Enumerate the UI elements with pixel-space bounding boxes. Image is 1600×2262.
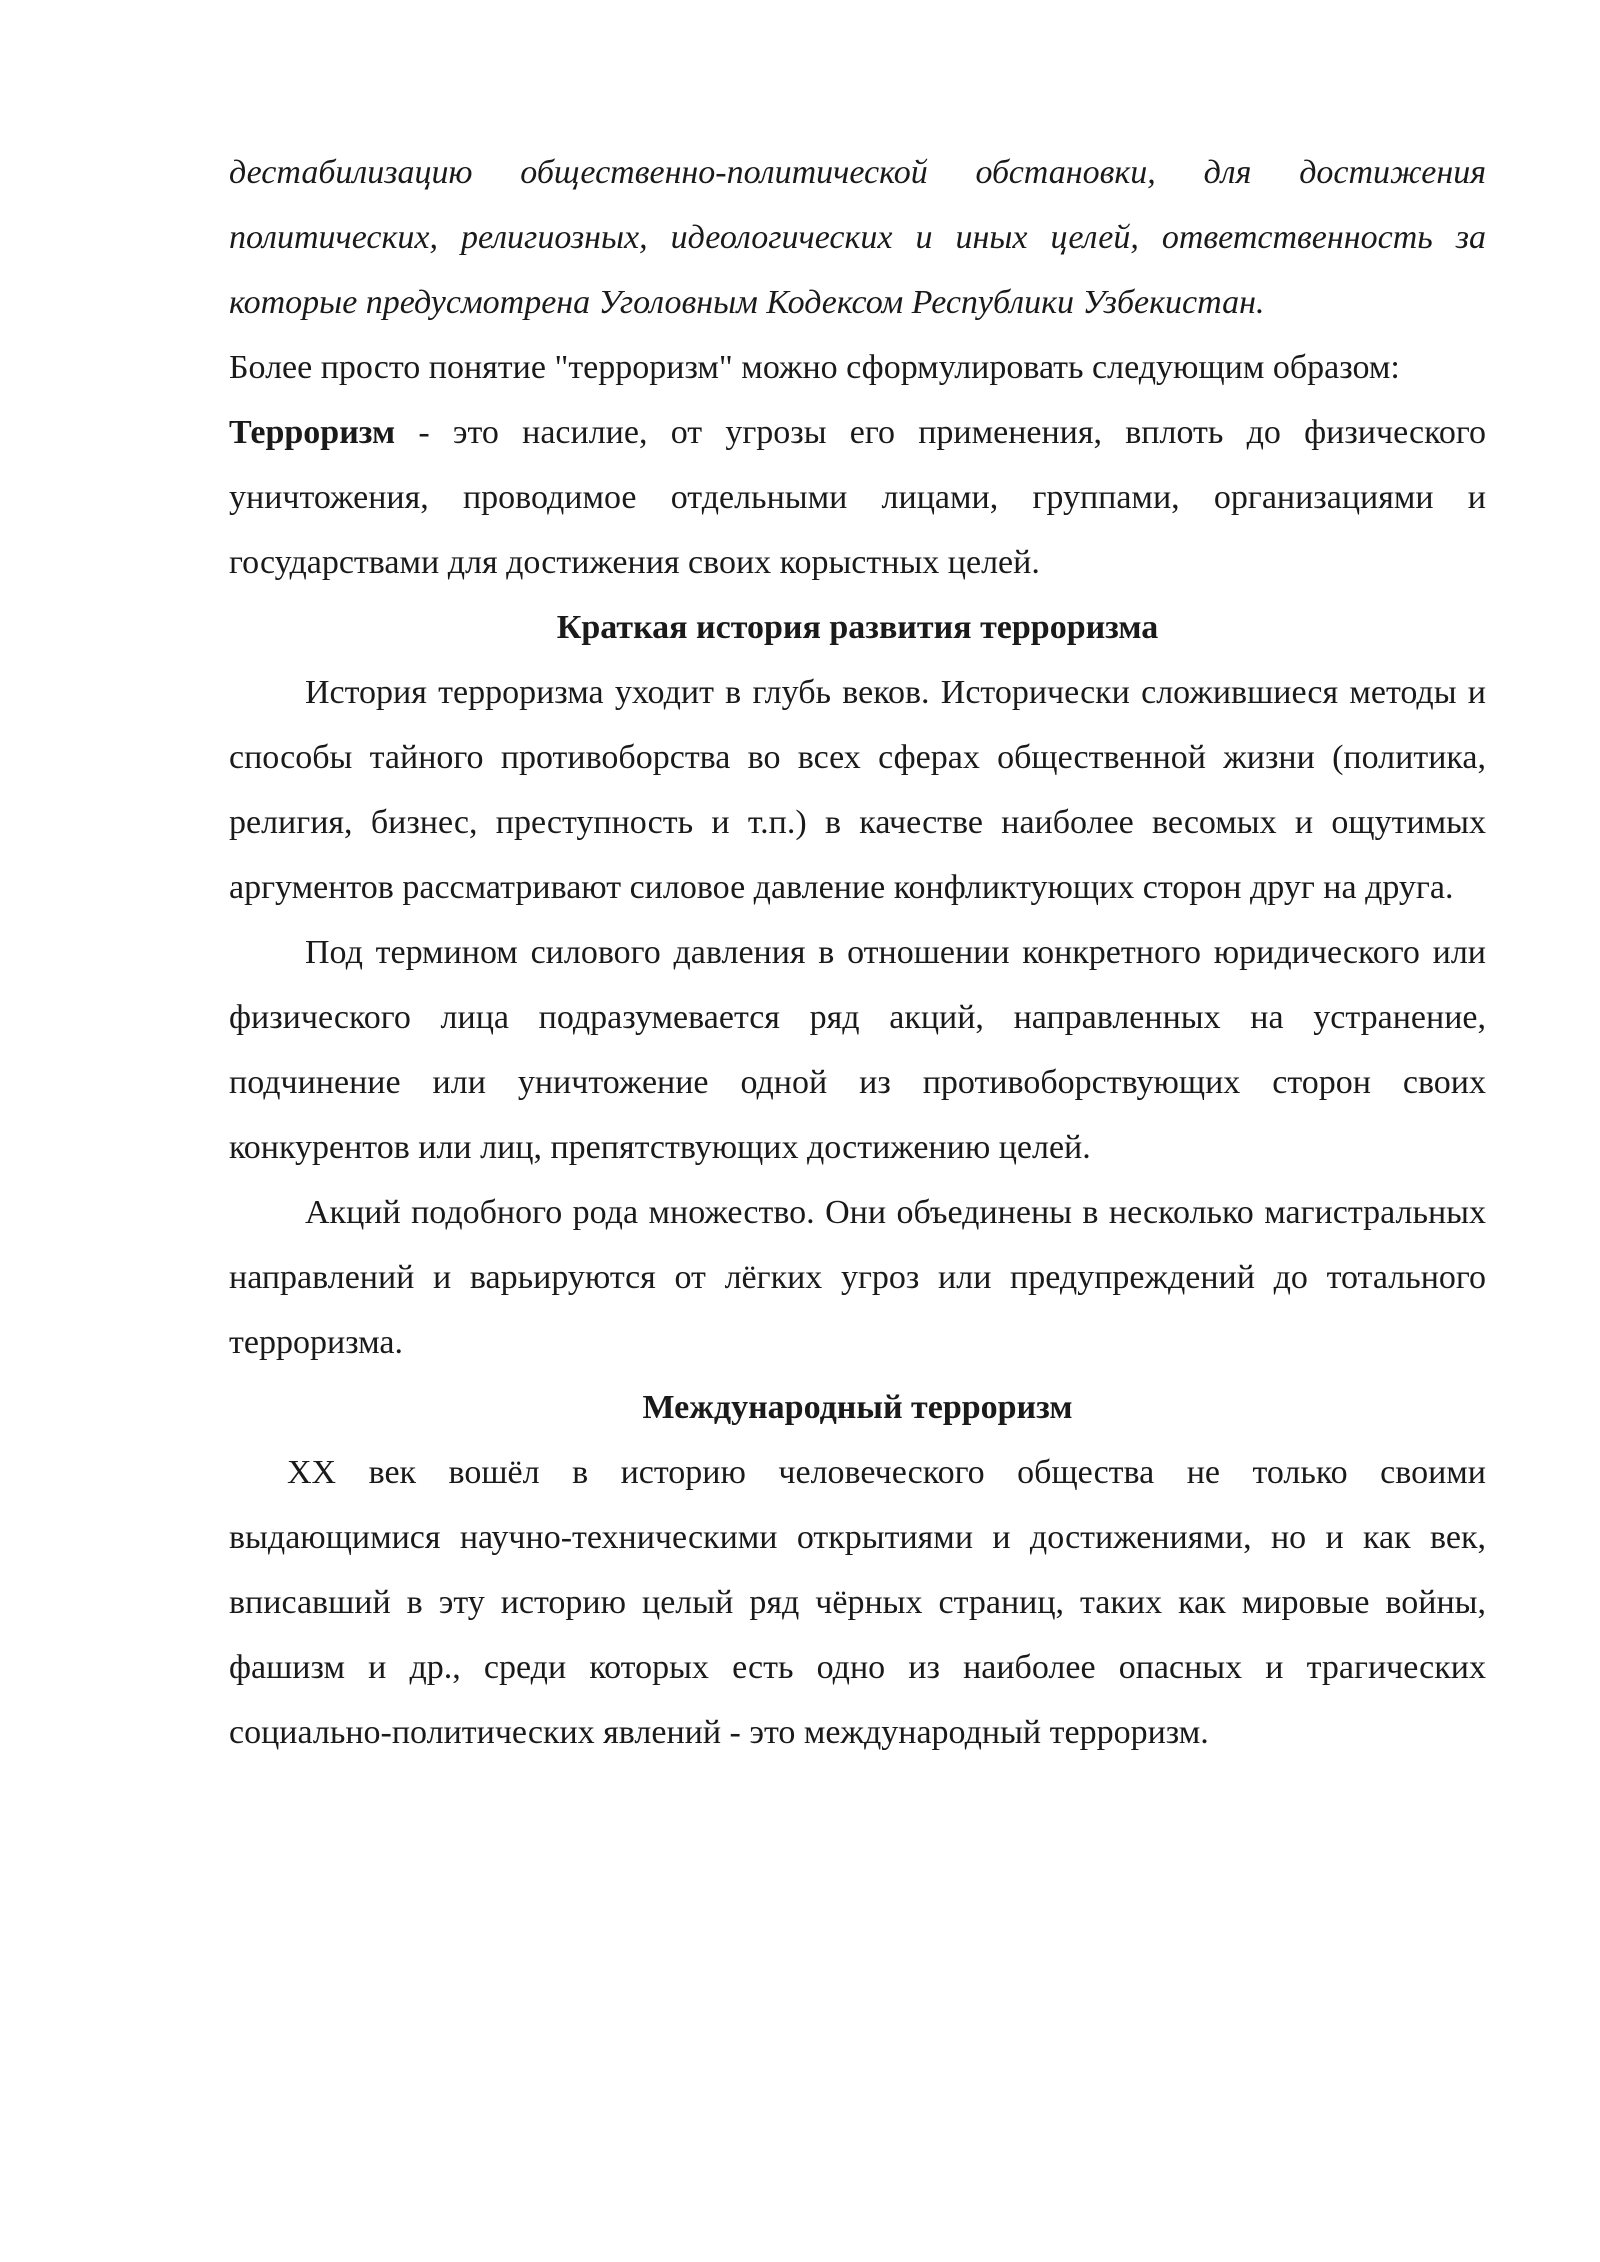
document-page	[229, 140, 1486, 1765]
paragraph-simple-definition-intro: Более просто понятие "терроризм" можно сформулировать следующим образом:	[229, 349, 1400, 386]
paragraph-history-2: Под термином силового давления в отношении конкретного юридического или физического лица подразумевается ряд акций, направленных на устранение, подчинение или уничтожение одной из противоборствующих сторон своих конкурентов или лиц, препятствующих достижению целей.	[229, 934, 1486, 1166]
paragraph-history-3: Акций подобного рода множество. Они объединены в несколько магистральных направлений и варьируются от лёгких угроз или предупреждений до тотального терроризма.	[229, 1194, 1486, 1361]
paragraph-history-1: История терроризма уходит в глубь веков. Исторически сложившиеся методы и способы тайного противоборства во всех сферах общественной жизни (политика, религия, бизнес, преступность и т.п.) в качестве наиболее весомых и ощутимых аргументов рассматривают силовое давление конфликтующих сторон друг на друга.	[229, 674, 1486, 906]
definition-term: Терроризм	[229, 414, 396, 451]
paragraph-italic-continuation: дестабилизацию общественно-политической обстановки, для достижения политических, религиозных, идеологических и иных целей, ответственность за которые предусмотрена Уголовным Кодексом Республики Узбекистан.	[229, 154, 1486, 321]
definition-text: - это насилие, от угрозы его применения, вплоть до физического уничтожения, проводимое отдельными лицами, группами, организациями и государствами для достижения своих корыстных целей.	[229, 414, 1486, 581]
heading-brief-history: Краткая история развития терроризма	[556, 609, 1159, 646]
paragraph-terrorism-definition	[229, 400, 1486, 595]
heading-international-terrorism: Международный терроризм	[642, 1389, 1073, 1426]
paragraph-international-terrorism: XX век вошёл в историю человеческого общества не только своими выдающимися научно-техническими открытиями и достижениями, но и как век, вписавший в эту историю целый ряд чёрных страниц, таких как мировые войны, фашизм и др., среди которых есть одно из наиболее опасных и трагических социально-политических явлений - это международный терроризм.	[229, 1454, 1486, 1751]
